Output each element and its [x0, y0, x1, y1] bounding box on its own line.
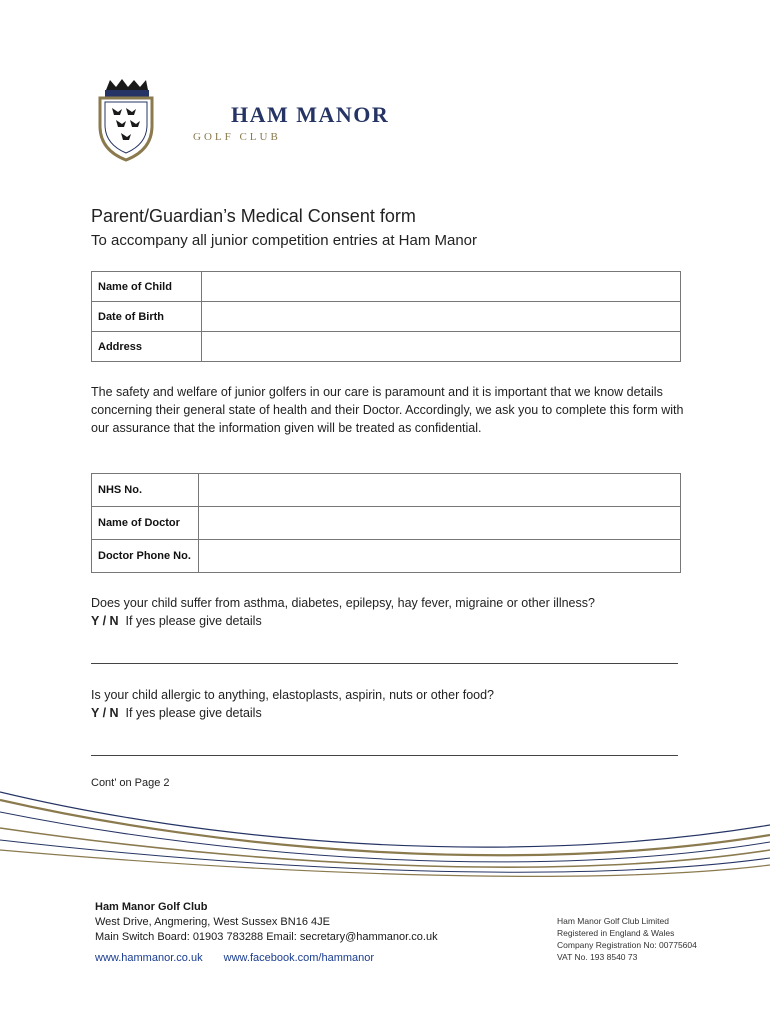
child-name-label: Name of Child — [92, 272, 202, 302]
address-label: Address — [92, 332, 202, 362]
club-subtitle: GOLF CLUB — [193, 131, 281, 143]
decorative-swoosh — [0, 780, 770, 890]
address-field[interactable] — [202, 340, 680, 354]
table-row — [92, 272, 681, 302]
footer-club-name: Ham Manor Golf Club — [95, 901, 208, 913]
allergy-yes-no[interactable]: Y / N — [91, 706, 119, 720]
doctor-name-label: Name of Doctor — [92, 507, 199, 540]
company-registered: Registered in England & Wales — [557, 928, 675, 938]
company-registration-number: Company Registration No: 00775604 — [557, 940, 697, 950]
club-name: HAM MANOR — [231, 102, 390, 127]
intro-paragraph: The safety and welfare of junior golfers in our care is paramount and it is important that we know details concerning their general state of health and their Doctor. Accordingly, we ask you to complete this form with our assurance that the information given will be treated as confidential. — [91, 385, 684, 435]
doctor-phone-label: Doctor Phone No. — [92, 540, 199, 573]
nhs-number-field[interactable] — [199, 483, 680, 497]
form-subtitle: To accompany all junior competition entries at Ham Manor — [91, 232, 478, 249]
nhs-number-cell — [199, 474, 681, 507]
illness-details-prompt: If yes please give details — [125, 614, 262, 628]
facebook-link[interactable]: www.facebook.com/hammanor — [223, 952, 375, 964]
allergy-question: Is your child allergic to anything, elastoplasts, aspirin, nuts or other food? — [91, 688, 494, 702]
doctor-phone-field[interactable] — [199, 549, 680, 563]
form-title: Parent/Guardian’s Medical Consent form — [91, 206, 416, 226]
address-cell — [202, 332, 681, 362]
table-row — [92, 332, 681, 362]
nhs-number-label: NHS No. — [92, 474, 199, 507]
footer-links — [95, 952, 392, 964]
table-row — [92, 474, 681, 507]
doctor-name-field[interactable] — [199, 516, 680, 530]
website-link[interactable]: www.hammanor.co.uk — [95, 952, 203, 964]
doctor-name-cell — [199, 507, 681, 540]
doctor-phone-cell — [199, 540, 681, 573]
footer-contact: Main Switch Board: 01903 783288 Email: secretary@hammanor.co.uk — [95, 931, 438, 943]
table-row — [92, 302, 681, 332]
company-name: Ham Manor Golf Club Limited — [557, 916, 669, 926]
date-of-birth-label: Date of Birth — [92, 302, 202, 332]
footer-company-info — [557, 915, 697, 963]
club-crest-icon — [96, 78, 156, 162]
illness-answer-line — [91, 612, 262, 630]
continued-note: Cont’ on Page 2 — [91, 777, 170, 789]
table-row — [92, 507, 681, 540]
child-name-field[interactable] — [202, 280, 680, 294]
child-name-cell — [202, 272, 681, 302]
vat-number: VAT No. 193 8540 73 — [557, 952, 638, 962]
allergy-details-prompt: If yes please give details — [125, 706, 262, 720]
table-row — [92, 540, 681, 573]
allergy-details-line[interactable] — [91, 755, 678, 756]
footer-address-block — [95, 900, 438, 945]
footer-address: West Drive, Angmering, West Sussex BN16 4JE — [95, 916, 330, 928]
illness-question: Does your child suffer from asthma, diabetes, epilepsy, hay fever, migraine or other illness? — [91, 596, 595, 610]
date-of-birth-field[interactable] — [202, 310, 680, 324]
allergy-answer-line — [91, 704, 262, 722]
date-of-birth-cell — [202, 302, 681, 332]
doctor-details-table — [91, 473, 681, 573]
illness-yes-no[interactable]: Y / N — [91, 614, 119, 628]
child-details-table — [91, 271, 681, 362]
illness-details-line[interactable] — [91, 663, 678, 664]
club-logo — [96, 78, 390, 168]
